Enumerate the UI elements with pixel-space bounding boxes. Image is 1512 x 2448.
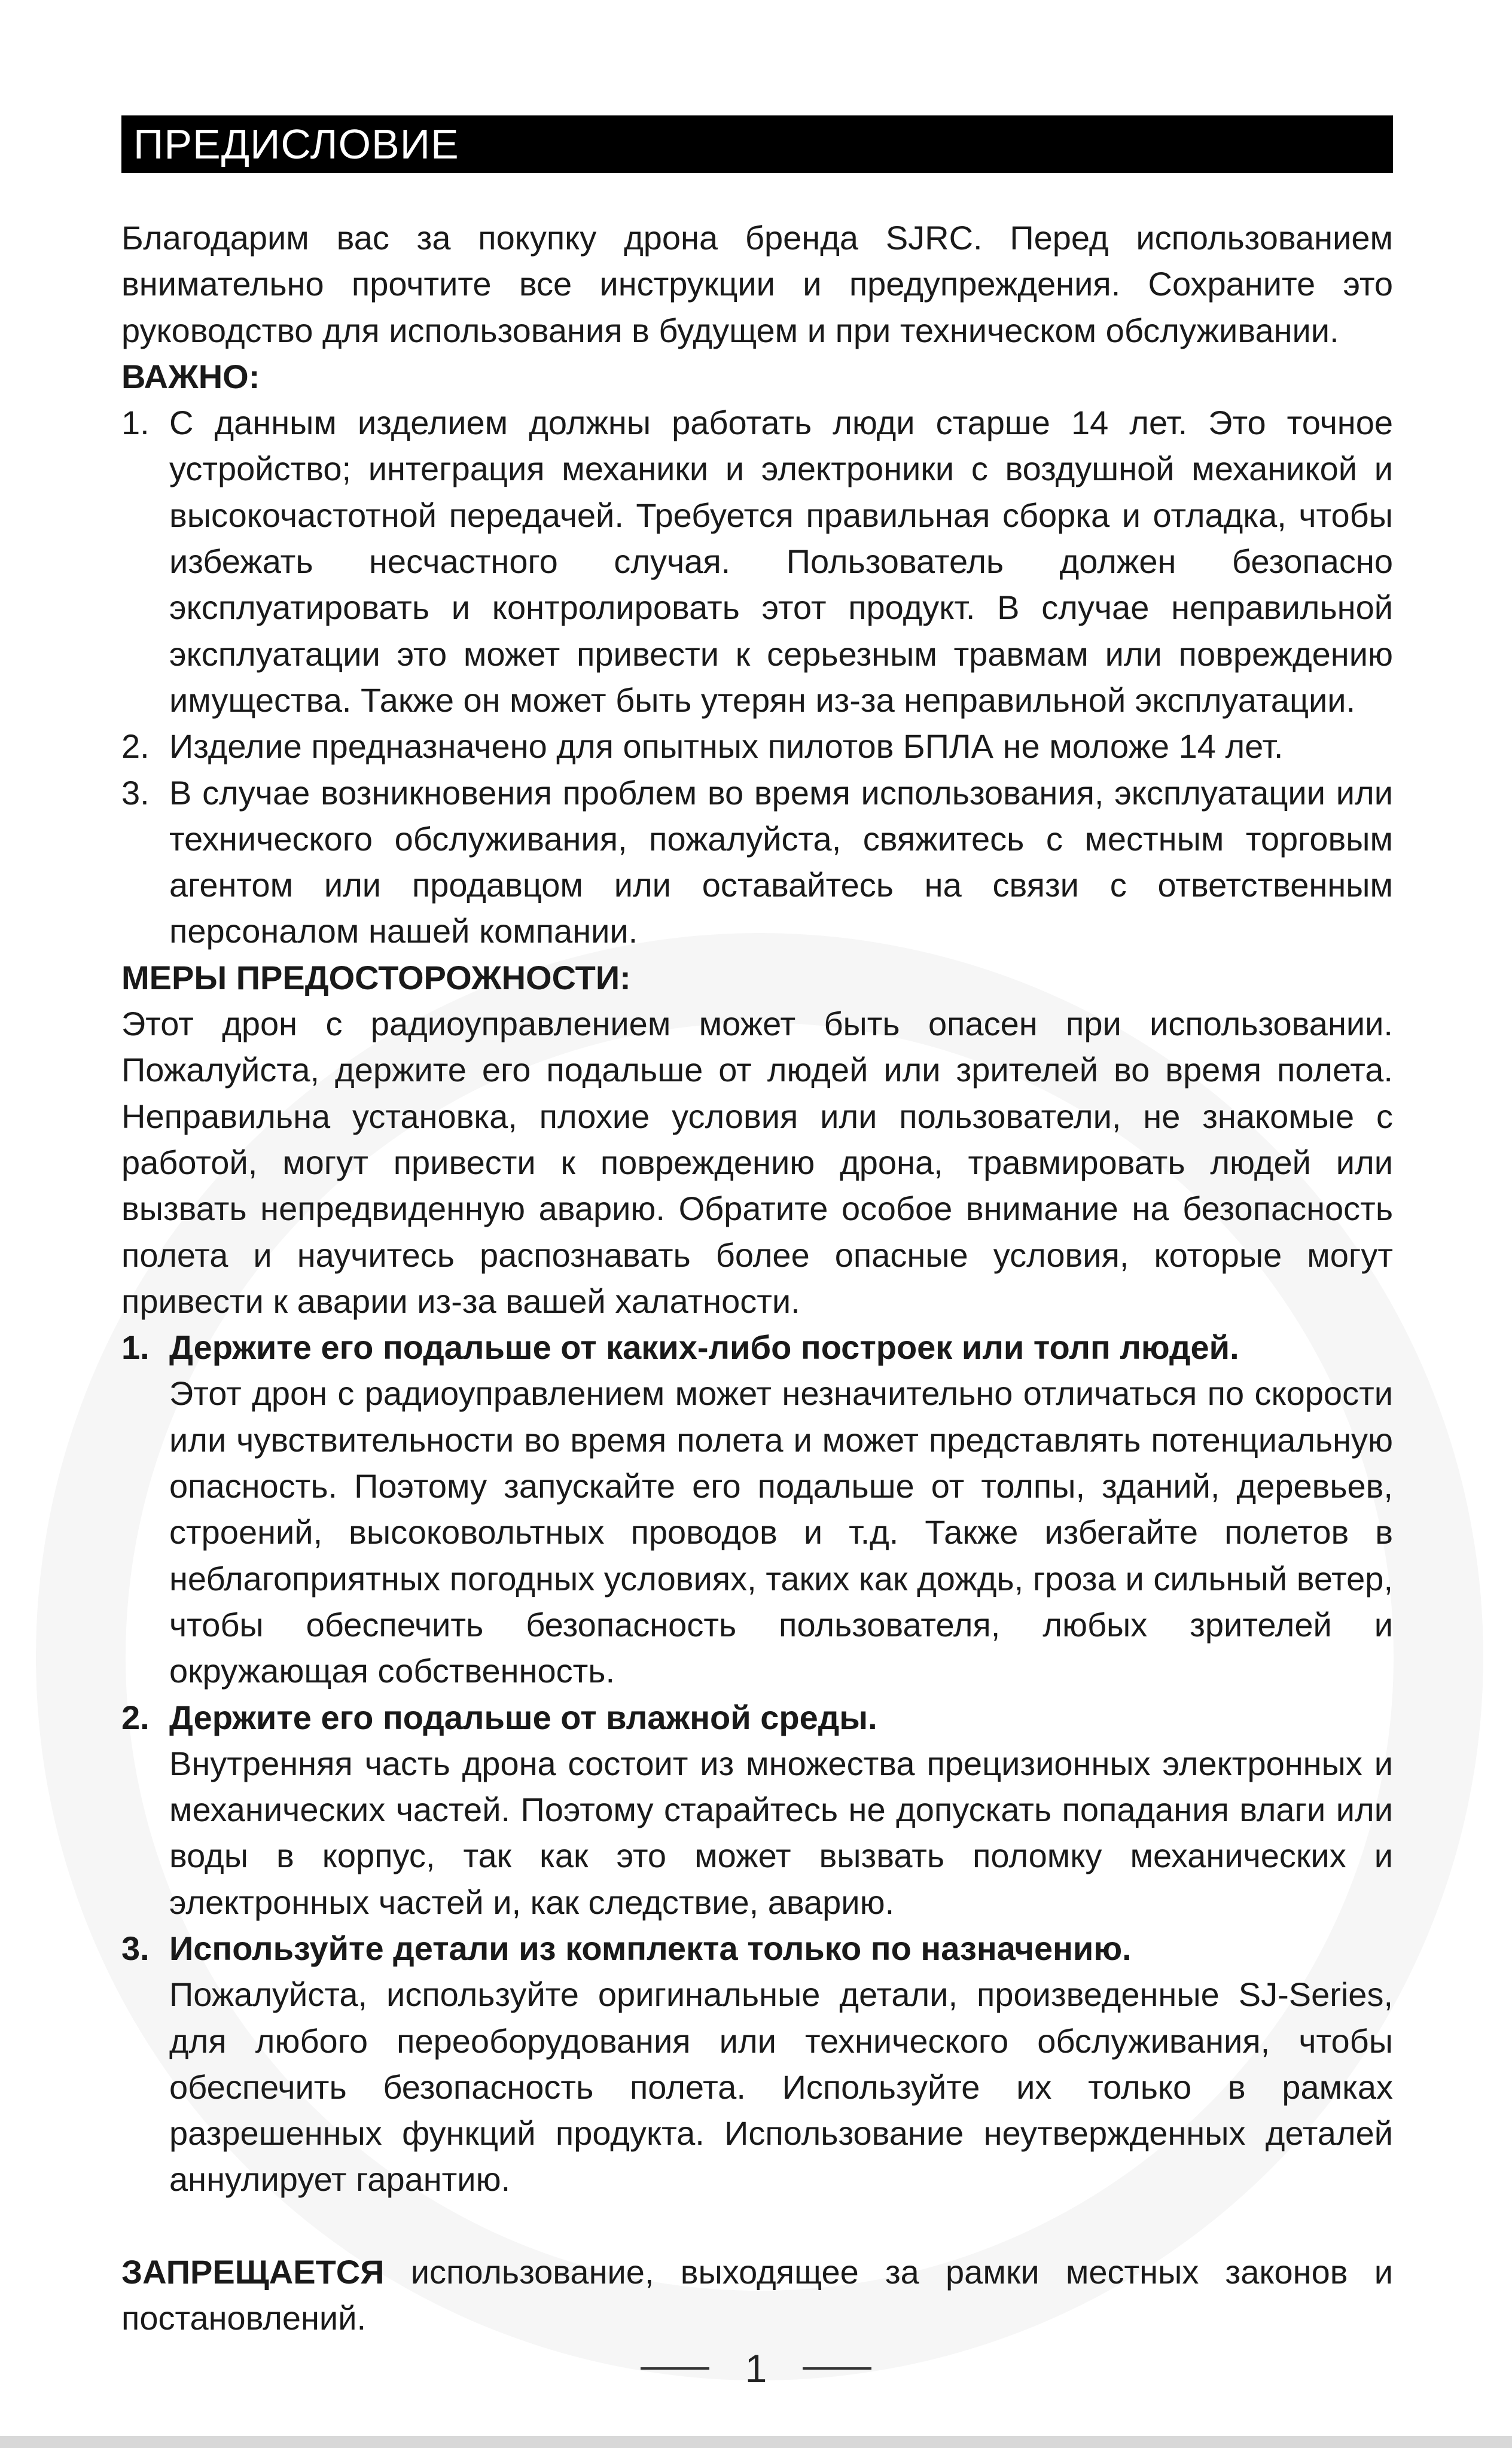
list-item-number: 1. (121, 1328, 150, 1367)
page-bottom-edge (0, 2436, 1512, 2448)
list-item (121, 1324, 1393, 1694)
important-heading: ВАЖНО: (121, 357, 260, 395)
list-item-text: С данным изделием должны работать люди старше 14 лет. Это точное устройство; интеграция механики и электроники с воздушной механикой и высокочастотной передачей. Требуется правильная сборка и отладка, чтобы избежать несчастного случая. Пользователь должен безопасно эксплуатировать и контролировать этот продукт. В случае неправильной эксплуатации это может привести к серьезным травмам или повреждению имущества. Также он может быть утерян из-за неправильной эксплуатации. (169, 404, 1393, 719)
list-item-title: Держите его подальше от влажной среды. (169, 1698, 877, 1736)
list-item (121, 400, 1393, 723)
prohibited-text: использование, выходящее за рамки местных законов и постановлений. (121, 2252, 1393, 2337)
list-item (121, 1925, 1393, 2203)
footer-rule-right (803, 2367, 871, 2370)
list-item-body: Внутренняя часть дрона состоит из множества прецизионных электронных и механических частей. Поэтому старайтесь не допускать попадания влаги или воды в корпус, так как это может вызвать поломку механических и электронных частей и, как следствие, аварию. (169, 1744, 1393, 1921)
list-item-number: 3. (121, 1929, 150, 1967)
prohibited-paragraph (121, 2249, 1393, 2342)
precautions-heading: МЕРЫ ПРЕДОСТОРОЖНОСТИ: (121, 958, 631, 996)
list-item (121, 770, 1393, 955)
list-item-text: В случае возникновения проблем во время использования, эксплуатации или технического обслуживания, пожалуйста, свяжитесь с местным торговым агентом или продавцом или оставайтесь на связи с ответственным персоналом нашей компании. (169, 773, 1393, 950)
list-item-number: 3. (121, 773, 150, 812)
footer-rule-left (641, 2367, 709, 2370)
page-footer (0, 2345, 1512, 2392)
precautions-list (121, 1324, 1393, 2203)
list-item-body: Пожалуйста, используйте оригинальные детали, произведенные SJ-Series, для любого переоборудования или технического обслуживания, чтобы обеспечить безопасность полета. Используйте их только в рамках разрешенных функций продукта. Использование неутвержденных деталей аннулирует гарантию. (169, 1976, 1393, 2199)
list-item-title: Используйте детали из комплекта только по назначению. (169, 1929, 1132, 1967)
list-item-text: Изделие предназначено для опытных пилотов БПЛА не моложе 14 лет. (169, 727, 1284, 766)
precautions-intro: Этот дрон с радиоуправлением может быть опасен при использовании. Пожалуйста, держите его подальше от людей или зрителей во время полета. Неправильна установка, плохие условия или пользователи, не знакомые с работой, могут привести к повреждению дрона, травмировать людей или вызвать непредвиденную аварию. Обратите особое внимание на безопасность полета и научитесь распознавать более опасные условия, которые могут привести к аварии из-за вашей халатности. (121, 1005, 1393, 1320)
prohibited-label: ЗАПРЕЩАЕТСЯ (121, 2252, 385, 2291)
important-list (121, 400, 1393, 955)
page-number: 1 (745, 2346, 767, 2391)
list-item-number: 2. (121, 727, 150, 766)
list-item-number: 1. (121, 404, 150, 442)
list-item-number: 2. (121, 1698, 150, 1736)
spacer (121, 2203, 1393, 2249)
section-header: ПРЕДИСЛОВИЕ (121, 115, 1393, 173)
list-item (121, 723, 1393, 769)
list-item-body: Этот дрон с радиоуправлением может незначительно отличаться по скорости или чувствительности во время полета и может представлять потенциальную опасность. Поэтому запускайте его подальше от толпы, зданий, деревьев, строений, высоковольтных проводов и т.д. Также избегайте полетов в неблагоприятных погодных условиях, таких как дождь, гроза и сильный ветер, чтобы обеспечить безопасность пользователя, любых зрителей и окружающая собственность. (169, 1374, 1393, 1690)
intro-paragraph: Благодарим вас за покупку дрона бренда SJRC. Перед использованием внимательно прочтите все инструкции и предупреждения. Сохраните это руководство для использования в будущем и при техническом обслуживании. (121, 219, 1393, 349)
list-item-title: Держите его подальше от каких-либо построек или толп людей. (169, 1328, 1239, 1367)
list-item (121, 1694, 1393, 1925)
document-page (121, 115, 1393, 2341)
